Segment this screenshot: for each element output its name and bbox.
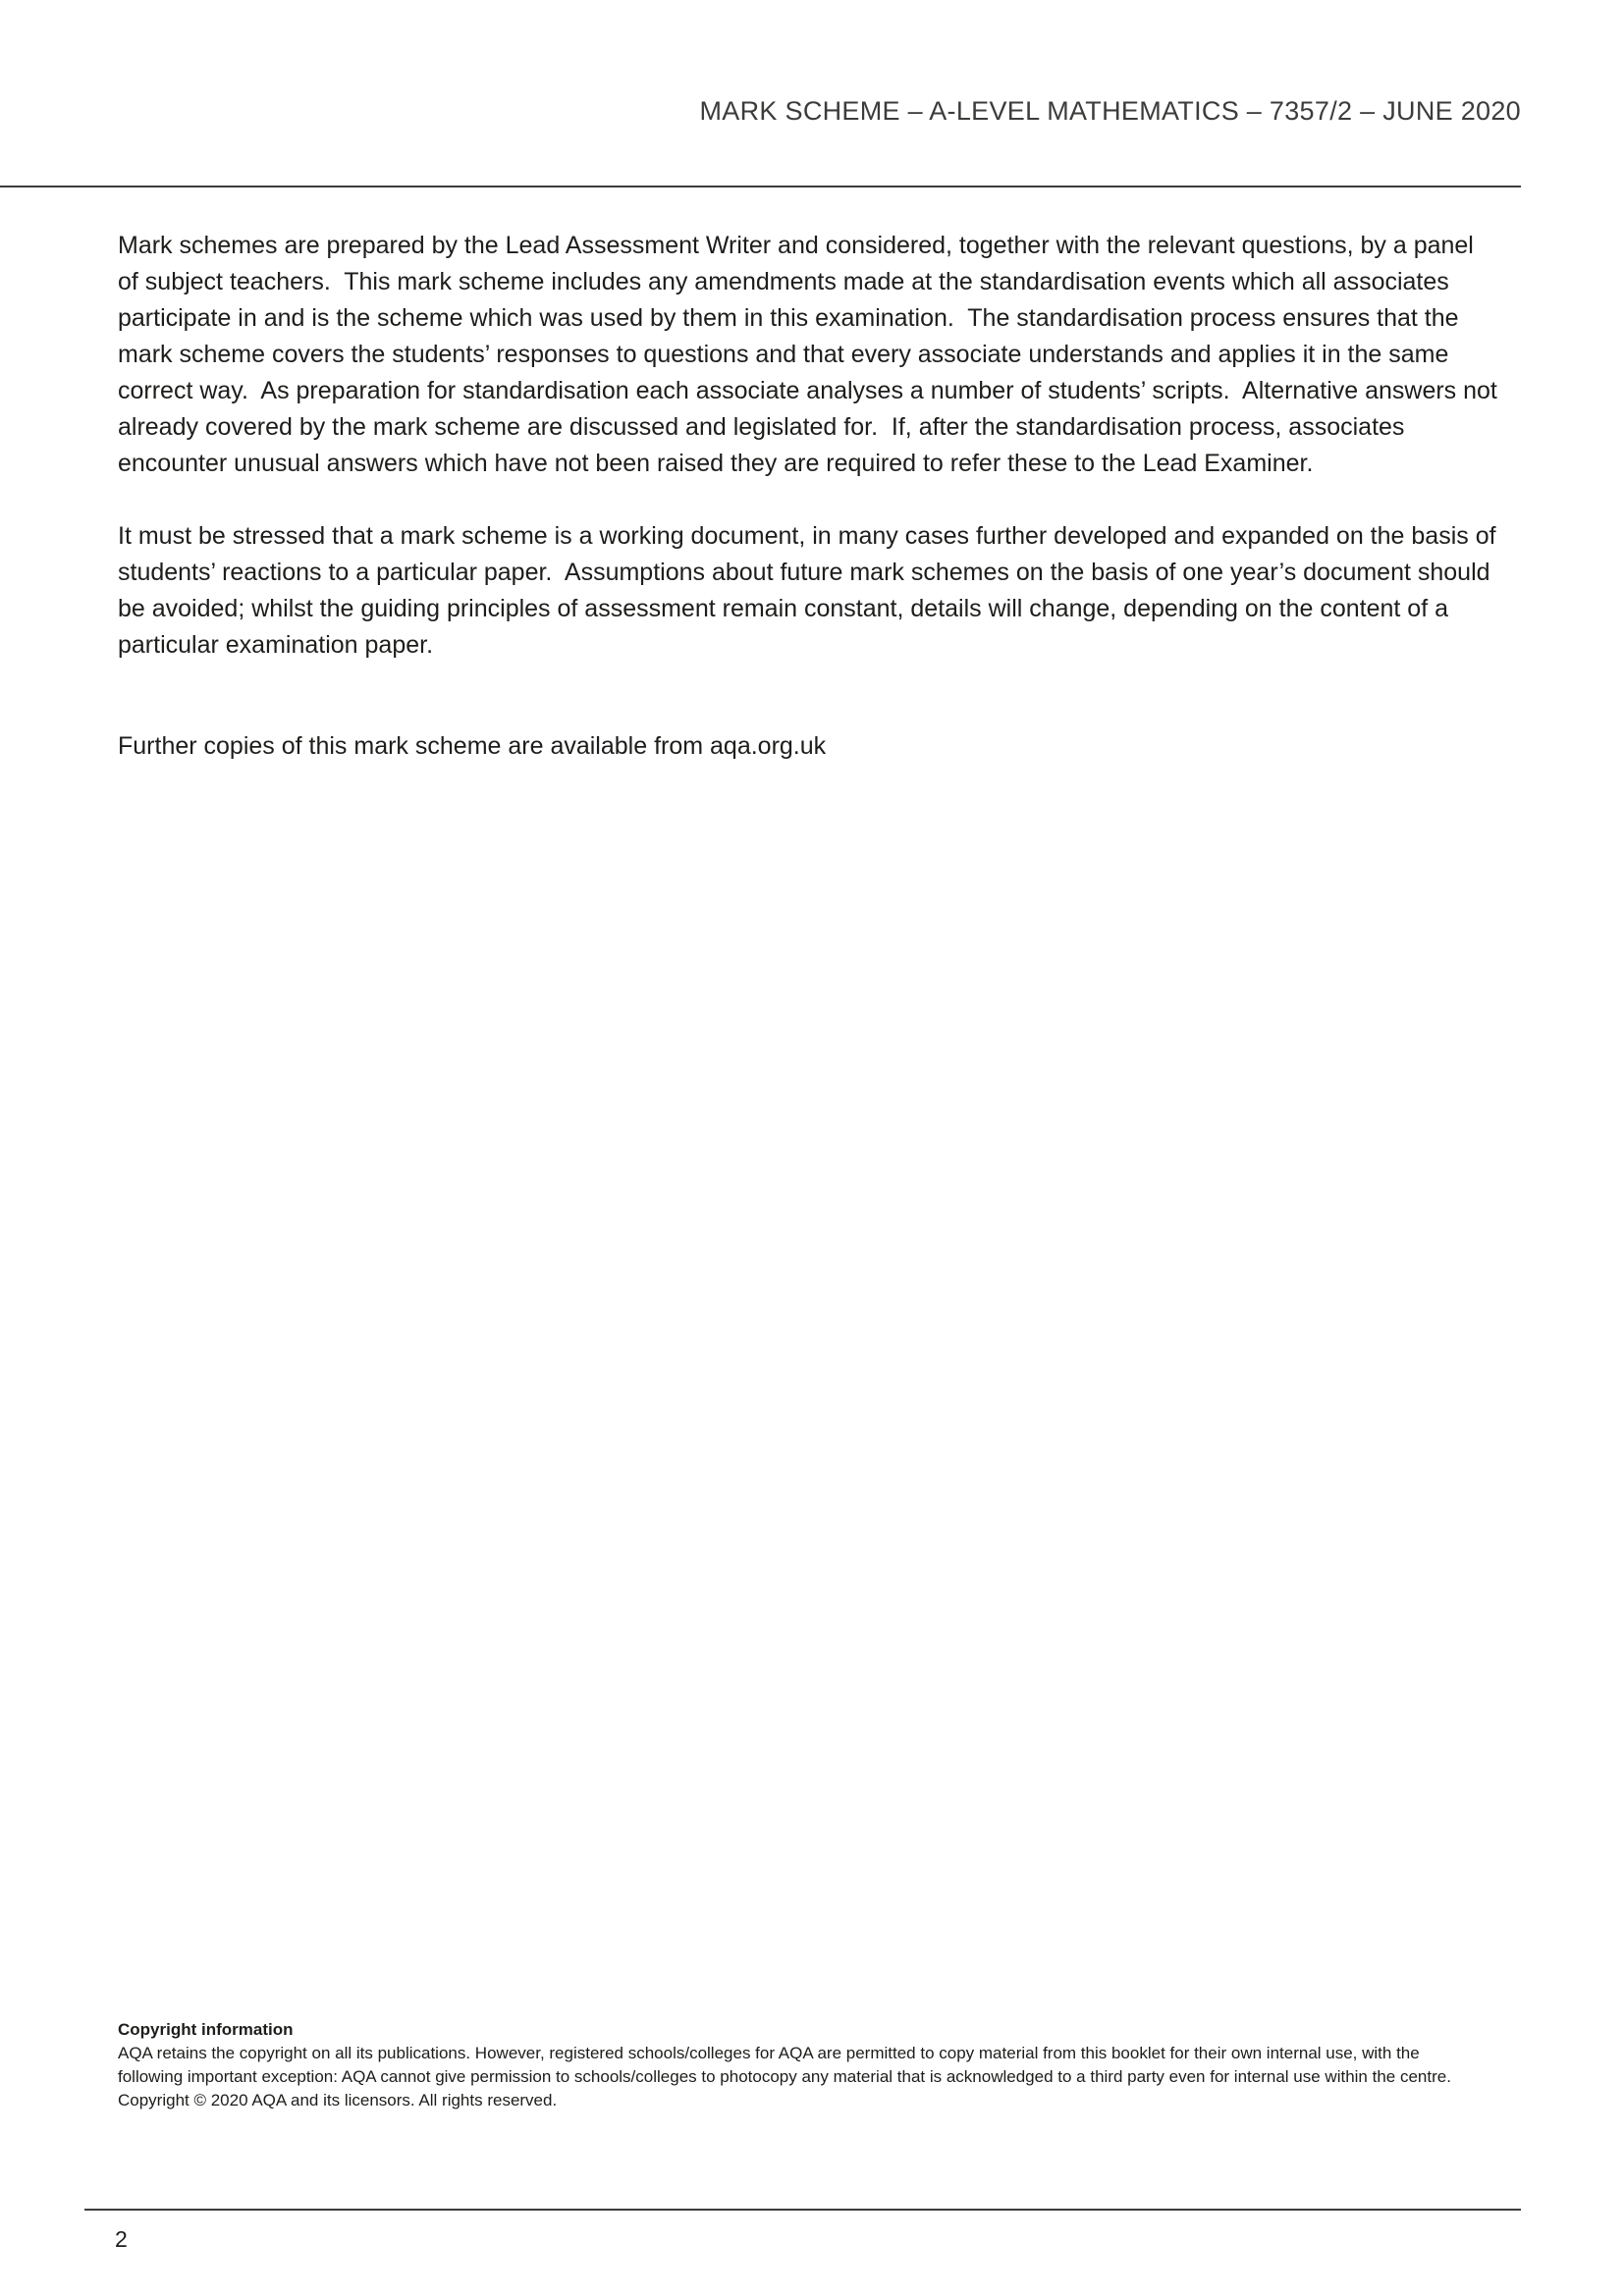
footer-rule — [84, 2209, 1521, 2211]
page-number: 2 — [115, 2226, 128, 2252]
paragraph-standardisation: Mark schemes are prepared by the Lead Assessment Writer and considered, together with the relevant questions, by a panel of subject teachers. This mark scheme includes any amendments made at the standardisation events which all associates participate in and is the scheme which was used by them in this examination. The standardisation process ensures that the mark scheme covers the students’ responses to questions and that every associate understands and applies it in the same correct way. As preparation for standardisation each associate analyses a number of students’ scripts. Alternative answers not already covered by the mark scheme are discussed and legislated for. If, after the standardisation process, associates encounter unusual answers which have not been raised they are required to refer these to the Lead Examiner. — [118, 232, 1504, 477]
copyright-heading: Copyright information — [118, 2020, 294, 2039]
page-content — [118, 228, 1504, 765]
copyright-body: AQA retains the copyright on all its publications. However, registered schools/colleges for AQA are permitted to copy material from this booklet for their own internal use, with the following important exception: AQA cannot give permission to schools/colleges to photocopy any material that is acknowledged to a third party even for internal use within the centre. — [118, 2044, 1451, 2086]
paragraph-working-document: It must be stressed that a mark scheme is a working document, in many cases further developed and expanded on the basis of students’ reactions to a particular paper. Assumptions about future mark schemes on the basis of one year’s document should be avoided; whilst the guiding principles of assessment remain constant, details will change, depending on the content of a particular examination paper. — [118, 522, 1503, 659]
header-title: MARK SCHEME – A-LEVEL MATHEMATICS – 7357/2 – JUNE 2020 — [699, 96, 1521, 126]
paragraph-further-copies: Further copies of this mark scheme are available from aqa.org.uk — [118, 732, 827, 760]
header-rule — [0, 186, 1521, 187]
copyright-notice: Copyright © 2020 AQA and its licensors. All rights reserved. — [118, 2091, 558, 2109]
copyright-section — [118, 2018, 1483, 2112]
